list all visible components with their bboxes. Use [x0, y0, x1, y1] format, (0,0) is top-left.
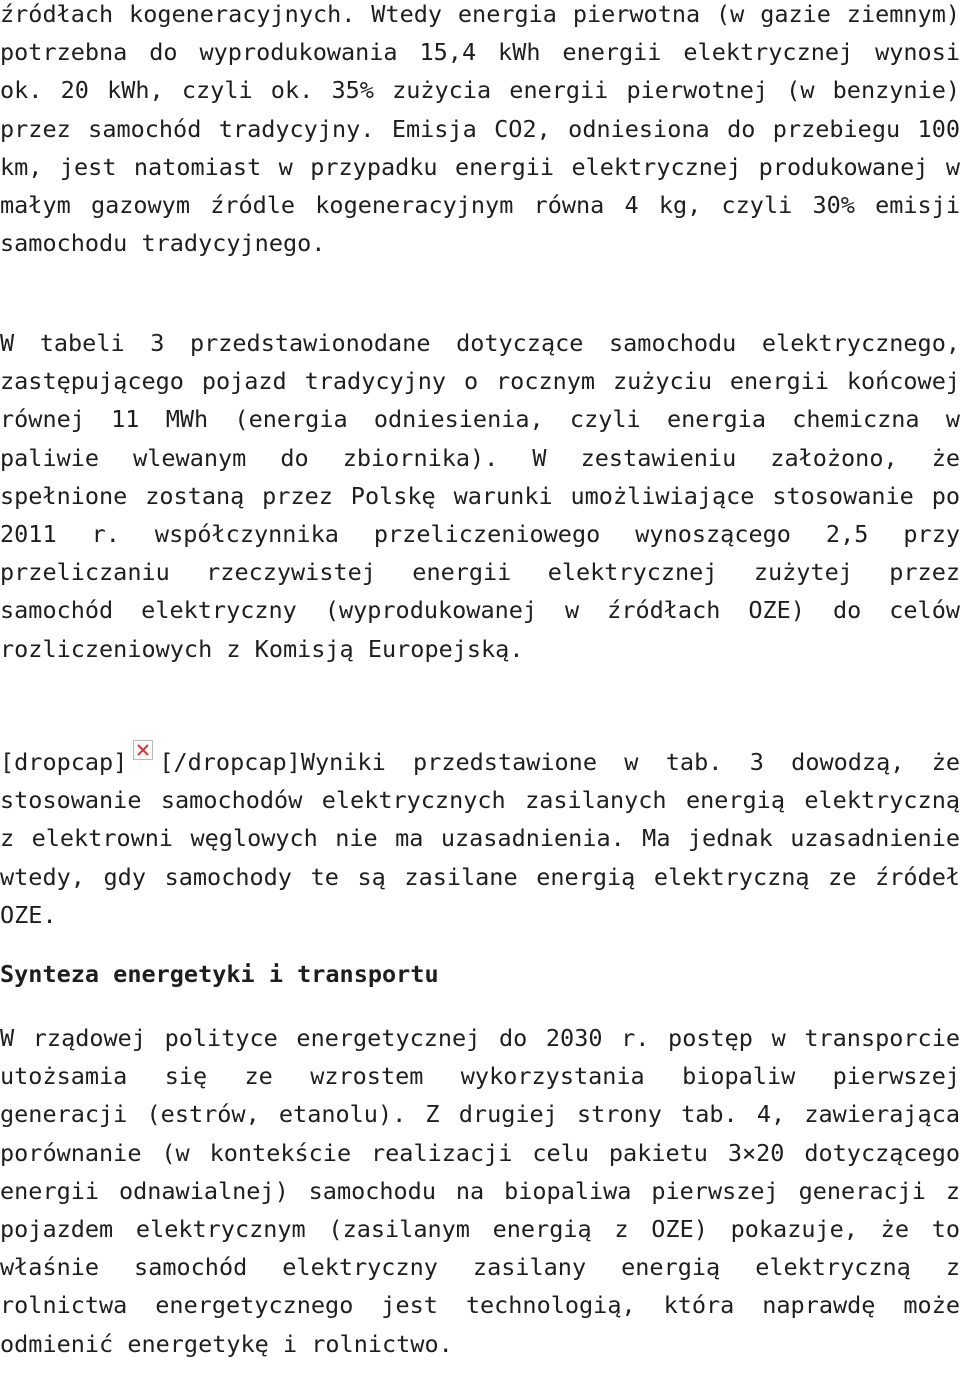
paragraph-table-3: W tabeli 3 przedstawionodane dotyczące samochodu elektrycznego, zastępującego pojazd tradycyjny o rocznym zużyciu energii końcowej równej 11 MWh (energia odniesienia, czyli energia chemiczna w paliwie wlewanym do zbiornika). W zestawieniu założono, że spełnione zostaną przez Polskę warunki umożliwiające stosowanie po 2011 r. współczynnika przeliczeniowego wynoszącego 2,5 przy przeliczaniu rzeczywistej energii elektrycznej zużytej przez samochód elektryczny (wyprodukowanej w źródłach OZE) do celów rozliczeniowych z Komisją Europejską. [0, 329, 960, 663]
paragraph-energy-policy: W rządowej polityce energetycznej do 2030 r. postęp w transporcie utożsamia się ze wzrostem wykorzystania biopaliw pierwszej generacji (estrów, etanolu). Z drugiej strony tab. 4, zawierająca porównanie (w kontekście realizacji celu pakietu 3×20 dotyczącego energii odnawialnej) samochodu na biopaliwa pierwszej generacji z pojazdem elektrycznym (zasilanym energią z OZE) pokazuje, że to właśnie samochód elektryczny zasilany energią elektryczną z rolnictwa energetycznego jest technologią, która naprawdę może odmienić energetykę i rolnictwo. [0, 1024, 960, 1358]
dropcap-open-text: [dropcap] [0, 748, 128, 776]
section-heading: Synteza energetyki i transportu [0, 960, 439, 988]
dropcap-close-text: [/dropcap]Wyniki przedstawione w tab. 3 dowodzą, że stosowanie samochodów elektrycznych zasilanych energią elektryczną z elektrowni węglowych nie ma uzasadnienia. Ma jednak uzasadnienie wtedy, gdy samochody te są zasilane energią elektryczną ze źródeł OZE. [0, 748, 960, 929]
paragraph-cogeneration: źródłach kogeneracyjnych. Wtedy energia pierwotna (w gazie ziemnym) potrzebna do wyprodukowania 15,4 kWh energii elektrycznej wynosi ok. 20 kWh, czyli ok. 35% zużycia energii pierwotnej (w benzynie) przez samochód tradycyjny. Emisja CO2, odniesiona do przebiegu 100 km, jest natomiast w przypadku energii elektrycznej produkowanej w małym gazowym źródle kogeneracyjnym równa 4 kg, czyli 30% emisji samochodu tradycyjnego. [0, 0, 960, 258]
broken-image-icon [133, 740, 153, 760]
paragraph-results [0, 740, 960, 934]
